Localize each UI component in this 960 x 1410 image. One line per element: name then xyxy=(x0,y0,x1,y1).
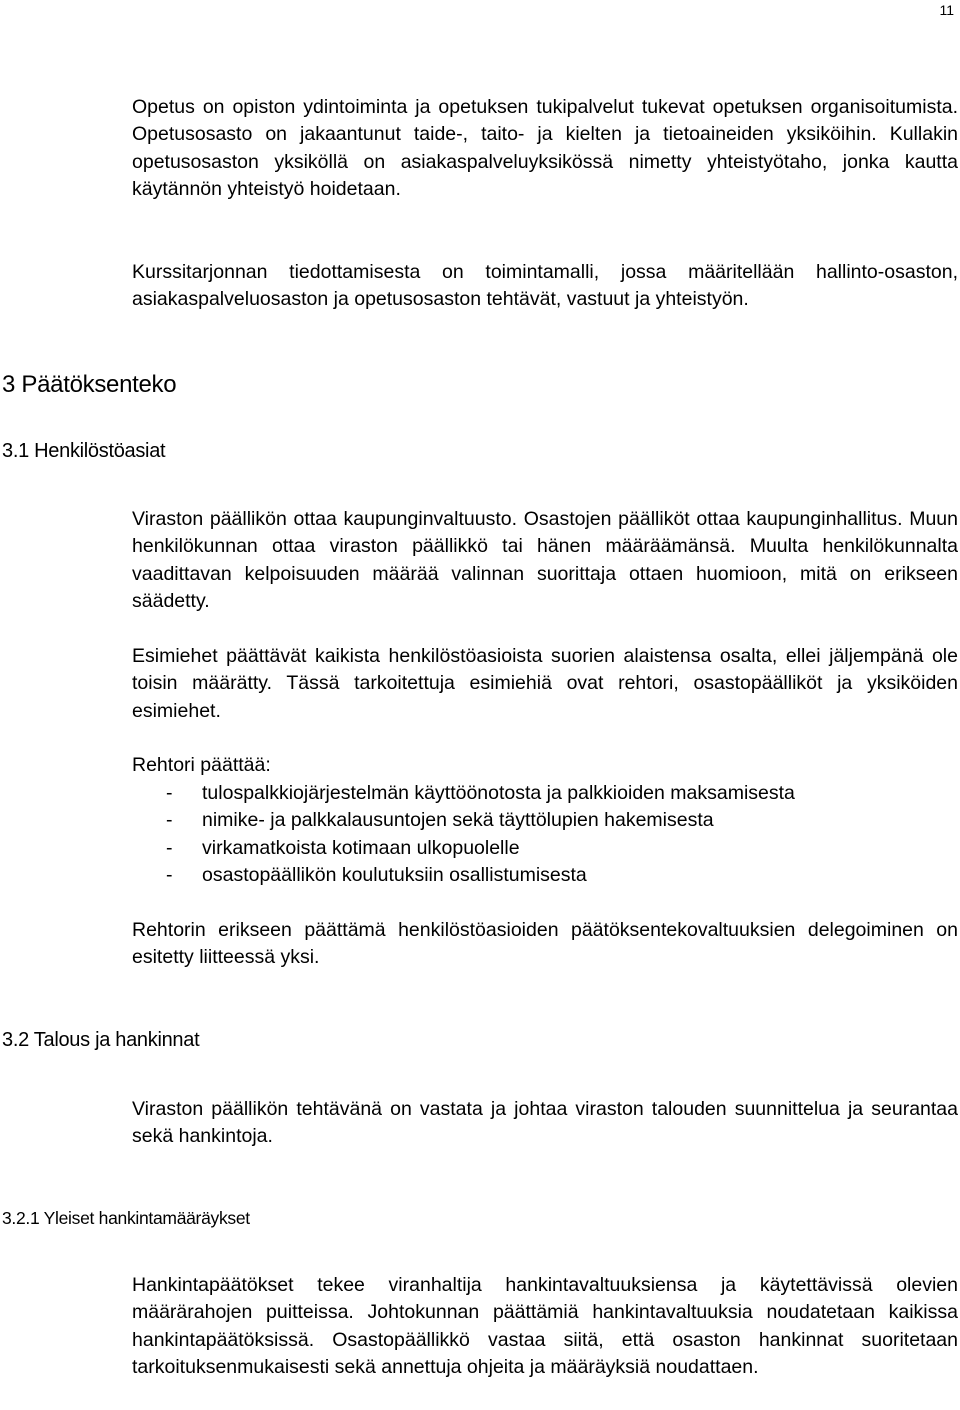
section-3-2-1-heading: 3.2.1 Yleiset hankintamääräykset xyxy=(2,1208,250,1228)
list-marker: - xyxy=(166,864,173,887)
list-item-text: virkamatkoista kotimaan ulkopuolelle xyxy=(202,836,520,859)
staff-paragraph-1: Viraston päällikön ottaa kaupunginvaltuusto. Osastojen päälliköt ottaa kaupunginhallitus. Muun henkilökunnan ottaa viraston päällikkö tai hänen määräämänsä. Muulta henkilökunnalta vaadittavan kelpoisuuden määrää valinnan suorittaja ottaen huomioon, mitä on erikseen säädetty. xyxy=(132,508,958,613)
section-3-1-heading: 3.1 Henkilöstöasiat xyxy=(2,440,166,462)
section-3-heading: 3 Päätöksenteko xyxy=(2,371,177,398)
intro-paragraph-1: Opetus on opiston ydintoiminta ja opetuksen tukipalvelut tukevat opetuksen organisoitumista. Opetusosasto on jakaantunut taide-, taito- ja kielten ja tietoaineiden yksiköihin. Kullakin opetusosaston yksiköllä on asiakaspalveluyksikössä nimetty yhteistyötaho, jonka kautta käytännön yhteistyö hoidetaan. xyxy=(132,96,958,201)
list-marker: - xyxy=(166,809,173,832)
finance-paragraph-1: Viraston päällikön tehtävänä on vastata ja johtaa viraston talouden suunnittelua ja seurantaa sekä hankintoja. xyxy=(132,1098,958,1148)
list-item xyxy=(166,807,795,834)
rector-intro: Rehtori päättää: xyxy=(132,754,271,776)
staff-paragraph-2: Esimiehet päättävät kaikista henkilöstöasioista suorien alaistensa osalta, ellei jäljempänä ole toisin määrätty. Tässä tarkoitettuja esimiehiä ovat rehtori, osastopäälliköt ja yksiköiden esimiehet. xyxy=(132,645,958,722)
list-item xyxy=(166,835,795,862)
procurement-paragraph-1: Hankintapäätökset tekee viranhaltija hankintavaltuuksiensa ja käytettävissä olevien määrärahojen puitteissa. Johtokunnan päättämiä hankintavaltuuksia noudatetaan kaikissa hankintapäätöksissä. Osastopäällikkö vastaa siitä, että osaston hankinnat suoritetaan tarkoituksenmukaisesti sekä annettuja ohjeita ja määräyksiä noudattaen. xyxy=(132,1274,958,1379)
intro-paragraph-2: Kurssitarjonnan tiedottamisesta on toimintamalli, jossa määritellään hallinto-osaston, asiakaspalveluosaston ja opetusosaston tehtävät, vastuut ja yhteistyön. xyxy=(132,261,958,311)
list-item xyxy=(166,780,795,807)
staff-paragraph-3: Rehtorin erikseen päättämä henkilöstöasioiden päätöksentekovaltuuksien delegoiminen on esitetty liitteessä yksi. xyxy=(132,919,958,969)
list-item xyxy=(166,862,795,889)
rector-decisions-list xyxy=(166,780,795,890)
list-marker: - xyxy=(166,836,173,859)
list-marker: - xyxy=(166,782,173,804)
page-number: 11 xyxy=(939,2,954,18)
list-item-text: nimike- ja palkkalausuntojen sekä täyttölupien hakemisesta xyxy=(202,809,714,832)
section-3-2-heading: 3.2 Talous ja hankinnat xyxy=(2,1029,200,1051)
list-item-text: osastopäällikön koulutuksiin osallistumisesta xyxy=(202,864,587,887)
list-item-text: tulospalkkiojärjestelmän käyttöönotosta ja palkkioiden maksamisesta xyxy=(202,782,795,804)
